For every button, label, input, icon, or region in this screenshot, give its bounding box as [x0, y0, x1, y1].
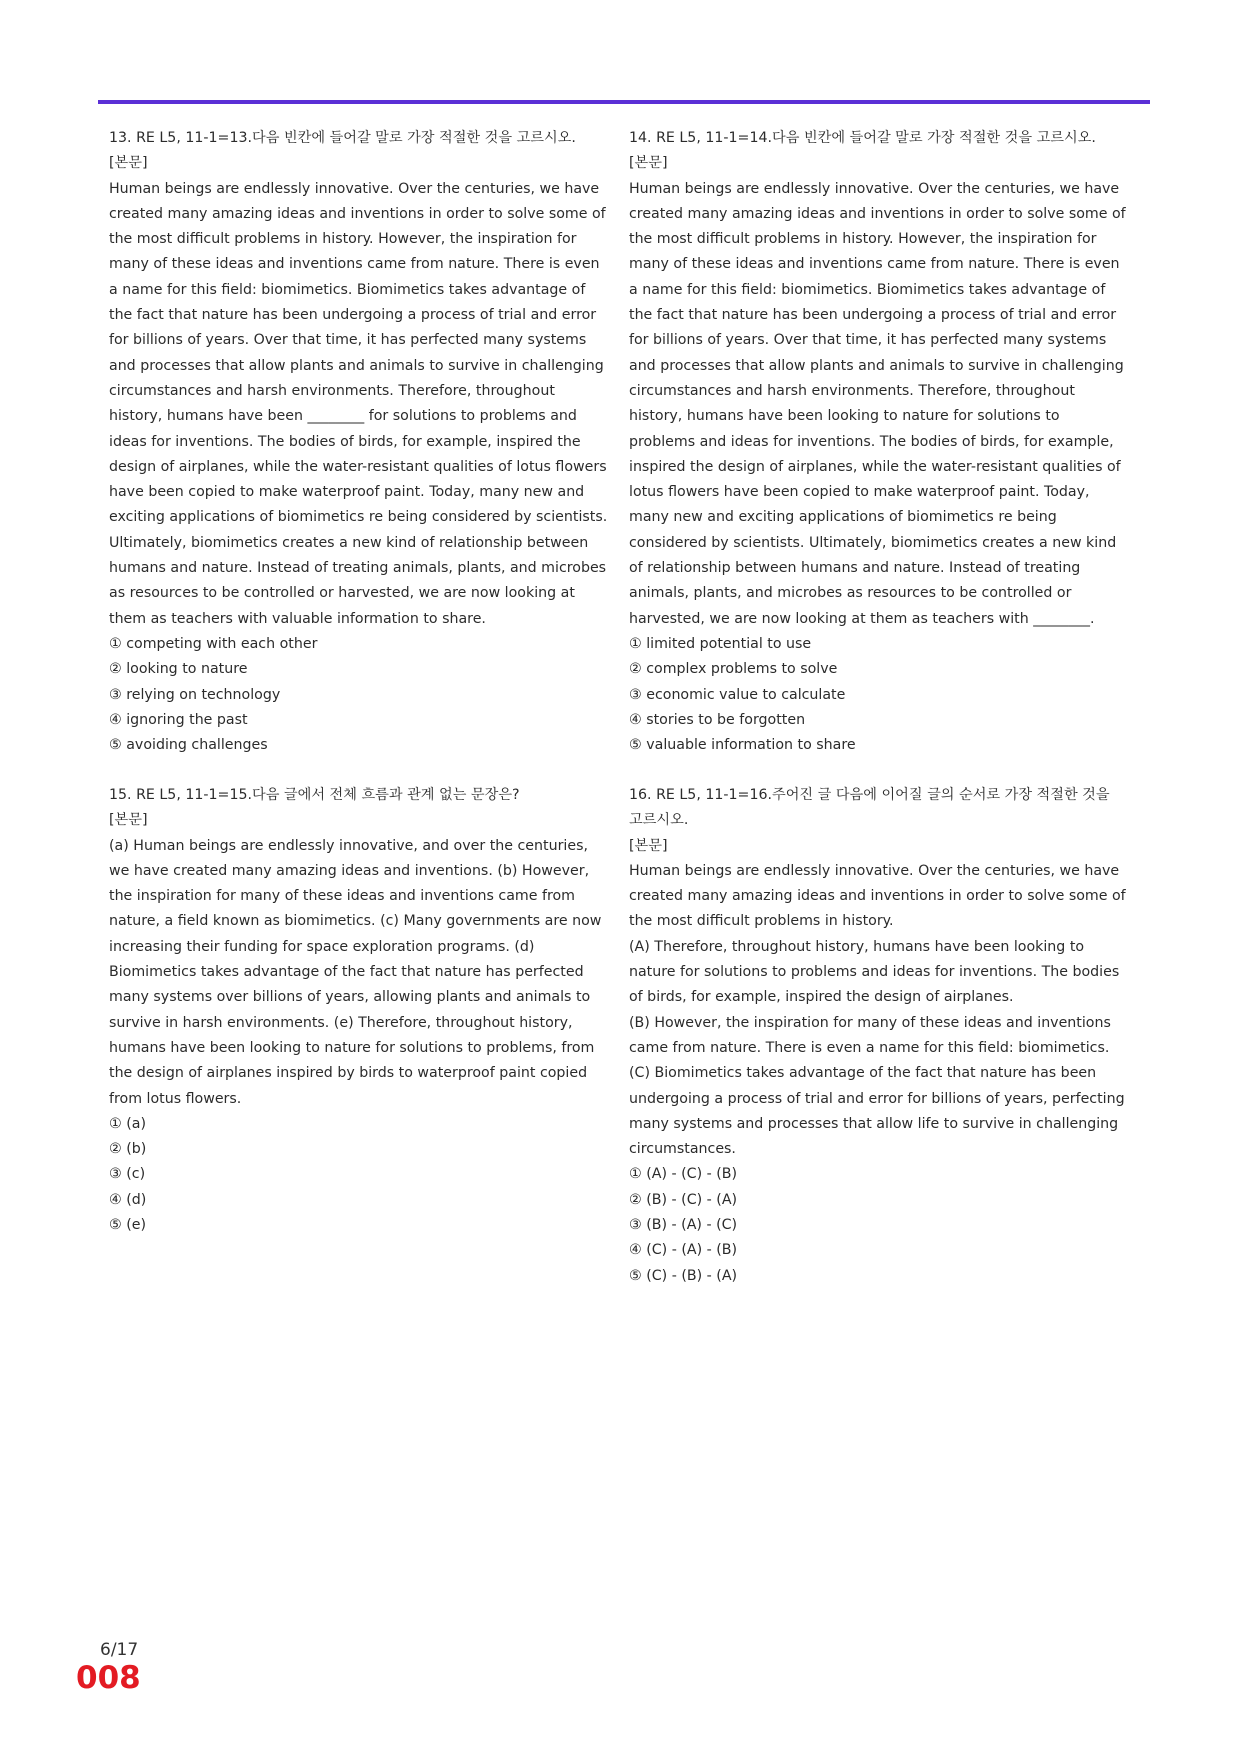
- section-label: [본문]: [109, 155, 148, 172]
- option-1[interactable]: ① limited potential to use: [629, 635, 812, 652]
- passage-part-c: (C) Biomimetics takes advantage of the fact that nature has been undergoing a process of trial and error for billions of years, perfecting many systems and processes that allow life to survive in challenging circumstances.: [629, 1065, 1125, 1158]
- option-3[interactable]: ③ (c): [109, 1166, 146, 1183]
- passage-part-a: (A) Therefore, throughout history, humans have been looking to nature for solutions to problems and ideas for inventions. The bodies of birds, for example, inspired the design of airplanes.: [629, 938, 1120, 1006]
- option-2[interactable]: ② looking to nature: [109, 661, 248, 678]
- question-title: 14. RE L5, 11-1=14.다음 빈칸에 들어갈 말로 가장 적절한 것을 고르시오.: [629, 130, 1096, 146]
- header-rule: [98, 100, 1150, 104]
- section-label: [본문]: [629, 837, 668, 854]
- option-3[interactable]: ③ relying on technology: [109, 686, 281, 703]
- passage-part-b: (B) However, the inspiration for many of these ideas and inventions came from nature. There is even a name for this field: biomimetics.: [629, 1014, 1111, 1056]
- option-4[interactable]: ④ (d): [109, 1191, 147, 1208]
- passage: (a) Human beings are endlessly innovative, and over the centuries, we have created many amazing ideas and inventions. (b) However, the inspiration for many of these ideas and inventions came from nature, a field known as biomimetics. (c) Many governments are now increasing their funding for space exploration programs. (d) Biomimetics takes advantage of the fact that nature has perfected many systems over billions of years, allowing plants and animals to survive in harsh environments. (e) Therefore, throughout history, humans have been looking to nature for solutions to problems, from the design of airplanes inspired by birds to waterproof paint copied from lotus flowers.: [109, 837, 602, 1107]
- option-5[interactable]: ⑤ (C) - (B) - (A): [629, 1267, 738, 1284]
- passage-intro: Human beings are endlessly innovative. Over the centuries, we have created many amazing ideas and inventions in order to solve some of the most difficult problems in history.: [629, 862, 1126, 930]
- page-indicator: 6/17: [100, 1640, 139, 1660]
- option-4[interactable]: ④ (C) - (A) - (B): [629, 1242, 738, 1259]
- option-3[interactable]: ③ economic value to calculate: [629, 686, 846, 703]
- option-4[interactable]: ④ stories to be forgotten: [629, 711, 806, 728]
- option-4[interactable]: ④ ignoring the past: [109, 711, 248, 728]
- option-3[interactable]: ③ (B) - (A) - (C): [629, 1217, 738, 1234]
- question-13: [109, 126, 609, 758]
- section-label: [본문]: [629, 155, 668, 172]
- question-title-line-1: 16. RE L5, 11-1=16.주어진 글 다음에 이어질 글의 순서로 가장 적절한 것을: [629, 787, 1110, 803]
- question-title: 15. RE L5, 11-1=15.다음 글에서 전체 흐름과 관계 없는 문장은?: [109, 787, 520, 803]
- option-1[interactable]: ① (A) - (C) - (B): [629, 1166, 738, 1183]
- option-2[interactable]: ② (b): [109, 1141, 147, 1158]
- option-1[interactable]: ① competing with each other: [109, 635, 318, 652]
- question-16: [629, 783, 1129, 1289]
- option-5[interactable]: ⑤ avoiding challenges: [109, 737, 268, 754]
- option-2[interactable]: ② complex problems to solve: [629, 661, 838, 678]
- section-label: [본문]: [109, 812, 148, 829]
- option-5[interactable]: ⑤ valuable information to share: [629, 737, 856, 754]
- option-1[interactable]: ① (a): [109, 1115, 146, 1132]
- passage: Human beings are endlessly innovative. Over the centuries, we have created many amazing ideas and inventions in order to solve some of the most difficult problems in history. However, the inspiration for many of these ideas and inventions came from nature. There is even a name for this field: biomimetics. Biomimetics takes advantage of the fact that nature has been undergoing a process of trial and error for billions of years. Over that time, it has perfected many systems and processes that allow plants and animals to survive in challenging circumstances and harsh environments. Therefore, throughout history, humans have been ________ for solutions to problems and ideas for inventions. The bodies of birds, for example, inspired the design of airplanes, while the water-resistant qualities of lotus flowers have been copied to make waterproof paint. Today, many new and exciting applications of biomimetics re being considered by scientists. Ultimately, biomimetics creates a new kind of relationship between humans and nature. Instead of treating animals, plants, and microbes as resources to be controlled or harvested, we are now looking at them as teachers with valuable information to share.: [109, 180, 608, 627]
- page-code: 008: [76, 1660, 141, 1696]
- question-title: 13. RE L5, 11-1=13.다음 빈칸에 들어갈 말로 가장 적절한 것을 고르시오.: [109, 130, 576, 146]
- question-title-line-2: 고르시오.: [629, 812, 689, 829]
- option-5[interactable]: ⑤ (e): [109, 1217, 147, 1234]
- question-15: [109, 783, 609, 1238]
- option-2[interactable]: ② (B) - (C) - (A): [629, 1191, 738, 1208]
- question-14: [629, 126, 1129, 758]
- passage: Human beings are endlessly innovative. Over the centuries, we have created many amazing ideas and inventions in order to solve some of the most difficult problems in history. However, the inspiration for many of these ideas and inventions came from nature. There is even a name for this field: biomimetics. Biomimetics takes advantage of the fact that nature has been undergoing a process of trial and error for billions of years. Over that time, it has perfected many systems and processes that allow plants and animals to survive in challenging circumstances and harsh environments. Therefore, throughout history, humans have been looking to nature for solutions to problems and ideas for inventions. The bodies of birds, for example, inspired the design of airplanes, while the water-resistant qualities of lotus flowers have been copied to make waterproof paint. Today, many new and exciting applications of biomimetics re being considered by scientists. Ultimately, biomimetics creates a new kind of relationship between humans and nature. Instead of treating animals, plants, and microbes as resources to be controlled or harvested, we are now looking at them as teachers with ________.: [629, 180, 1126, 627]
